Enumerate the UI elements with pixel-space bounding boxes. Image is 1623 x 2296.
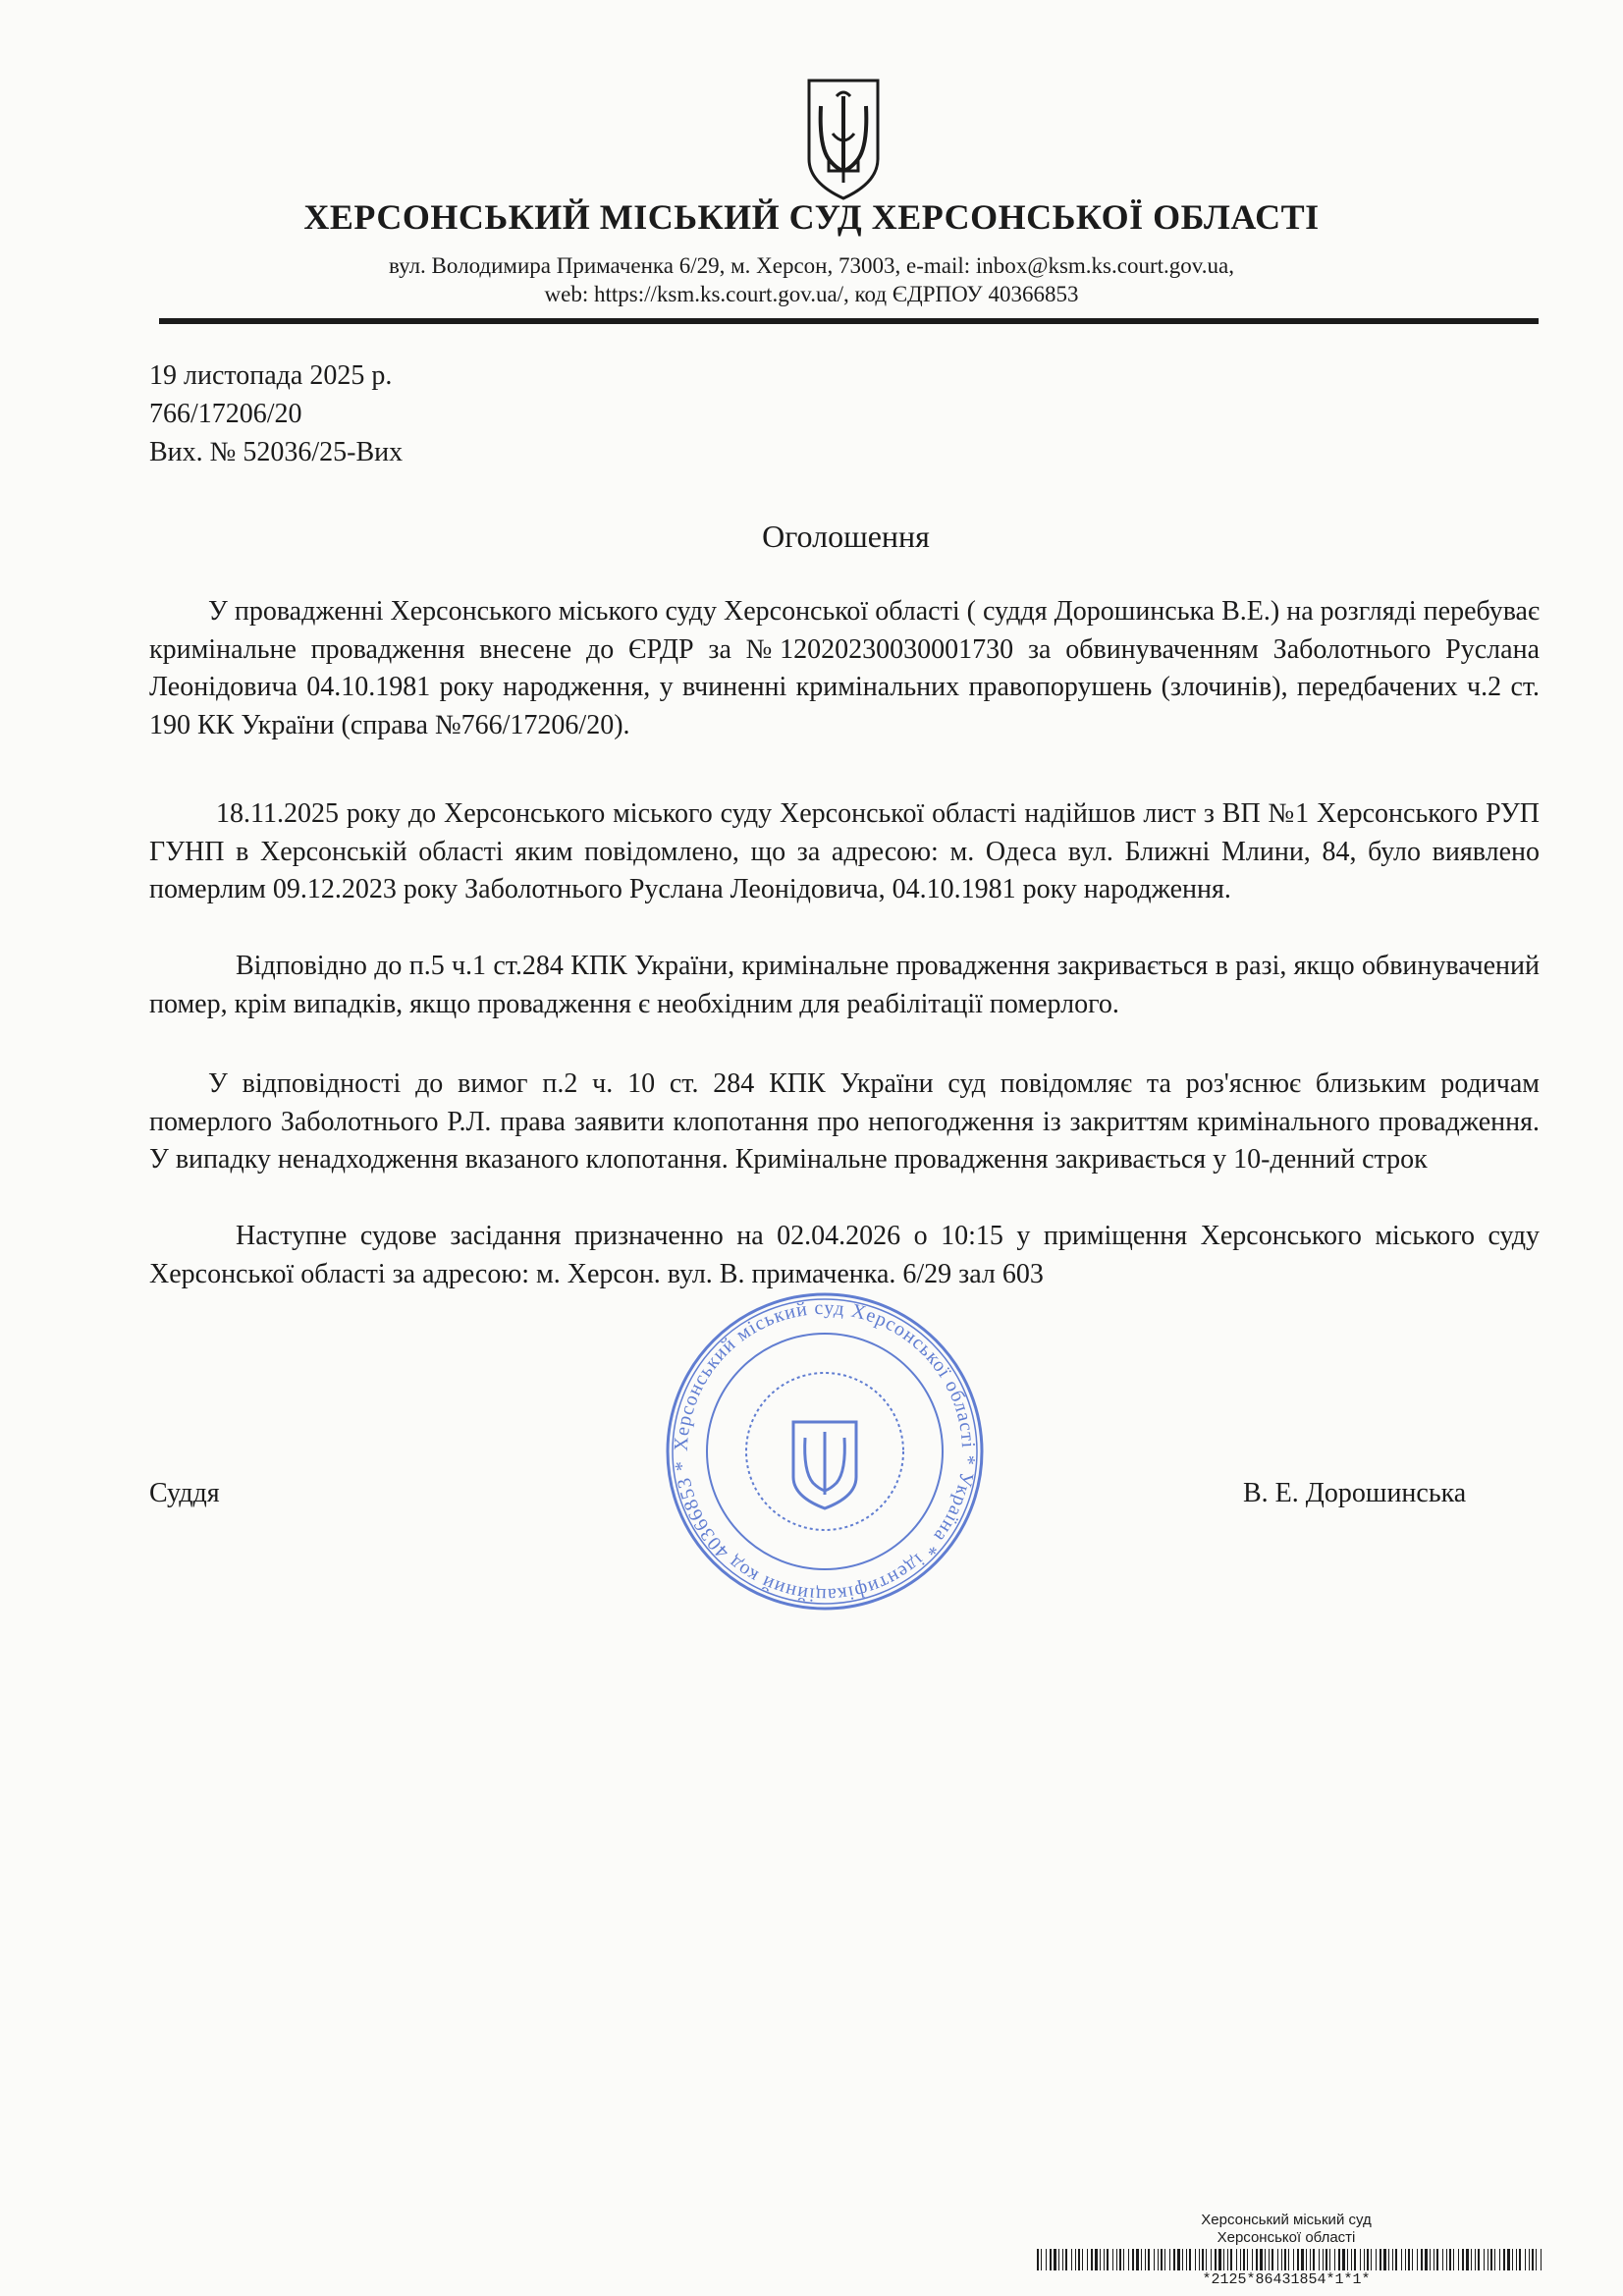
barcode-number: *2125*86431854*1*1* bbox=[1202, 2271, 1371, 2288]
signer-name: В. Е. Дорошинська bbox=[1243, 1478, 1467, 1508]
court-seal-icon bbox=[658, 1285, 992, 1618]
outgoing-number: Вих. № 52036/25-Вих bbox=[149, 437, 404, 467]
court-web-line: web: https://ksm.ks.court.gov.ua/, код ЄДРПОУ 40366853 bbox=[544, 282, 1079, 306]
announcement-paragraph: Наступне судове засідання призначенно на 02.04.2026 о 10:15 у приміщення Херсонського міського суду Херсонської області за адресою: м. Херсон. вул. В. примаченка. 6/29 зал 603 bbox=[149, 1221, 1540, 1289]
announcement-paragraph: У відповідності до вимог п.2 ч. 10 ст. 284 КПК України суд повідомляє та роз'яснює близьким родичам померлого Заболотнього Р.Л. права заявити клопотання про непогодження із закриттям кримінального провадження. У випадку ненадходження вказаного клопотання. Кримінальне провадження закривається у 10-денний строк bbox=[149, 1068, 1540, 1175]
seal-outer-text: Херсонський міський суд Херсонської області * Україна * ідентифікаційний код 40366853 * bbox=[670, 1296, 980, 1607]
court-name-heading: ХЕРСОНСЬКИЙ МІСЬКИЙ СУД ХЕРСОНСЬКОЇ ОБЛАСТІ bbox=[303, 197, 1320, 237]
document-date: 19 листопада 2025 р. bbox=[149, 360, 393, 391]
trident-emblem-icon bbox=[803, 77, 884, 202]
announcement-paragraph: Відповідно до п.5 ч.1 ст.284 КПК України, кримінальне провадження закривається в разі, якщо обвинувачений помер, крім випадків, якщо провадження є необхідним для реабілітації померлого. bbox=[149, 951, 1540, 1019]
footer-court-label bbox=[1109, 2212, 1463, 2247]
signer-role: Суддя bbox=[149, 1478, 220, 1508]
court-address-line: вул. Володимира Примаченка 6/29, м. Херсон, 73003, e-mail: inbox@ksm.ks.court.gov.ua, bbox=[389, 253, 1234, 278]
footer-court-line: Херсонської області bbox=[1217, 2229, 1356, 2246]
announcement-title: Оголошення bbox=[762, 519, 930, 554]
announcement-paragraph: 18.11.2025 року до Херсонського міського суду Херсонської області надійшов лист з ВП №1 Херсонського РУП ГУНП в Херсонській області яким повідомлено, що за адресою: м. Одеса вул. Ближні Млини, 84, було виявлено померлим 09.12.2023 року Заболотнього Руслана Леонідовича, 04.10.1981 року народження. bbox=[149, 798, 1540, 904]
header-divider bbox=[159, 318, 1539, 324]
barcode-icon bbox=[1037, 2249, 1542, 2270]
announcement-paragraph: У провадженні Херсонського міського суду Херсонської області ( суддя Дорошинська В.Е.) на розгляді перебуває кримінальне провадження внесене до ЄРДР за №12020230030001730 за обвинуваченням Заболотнього Руслана Леонідовича 04.10.1981 року народження, у вчиненні кримінальних правопорушень (злочинів), передбачених ч.2 ст. 190 КК України (справа №766/17206/20). bbox=[149, 596, 1540, 740]
case-number: 766/17206/20 bbox=[149, 399, 302, 429]
footer-court-line: Херсонський міський суд bbox=[1201, 2212, 1372, 2228]
